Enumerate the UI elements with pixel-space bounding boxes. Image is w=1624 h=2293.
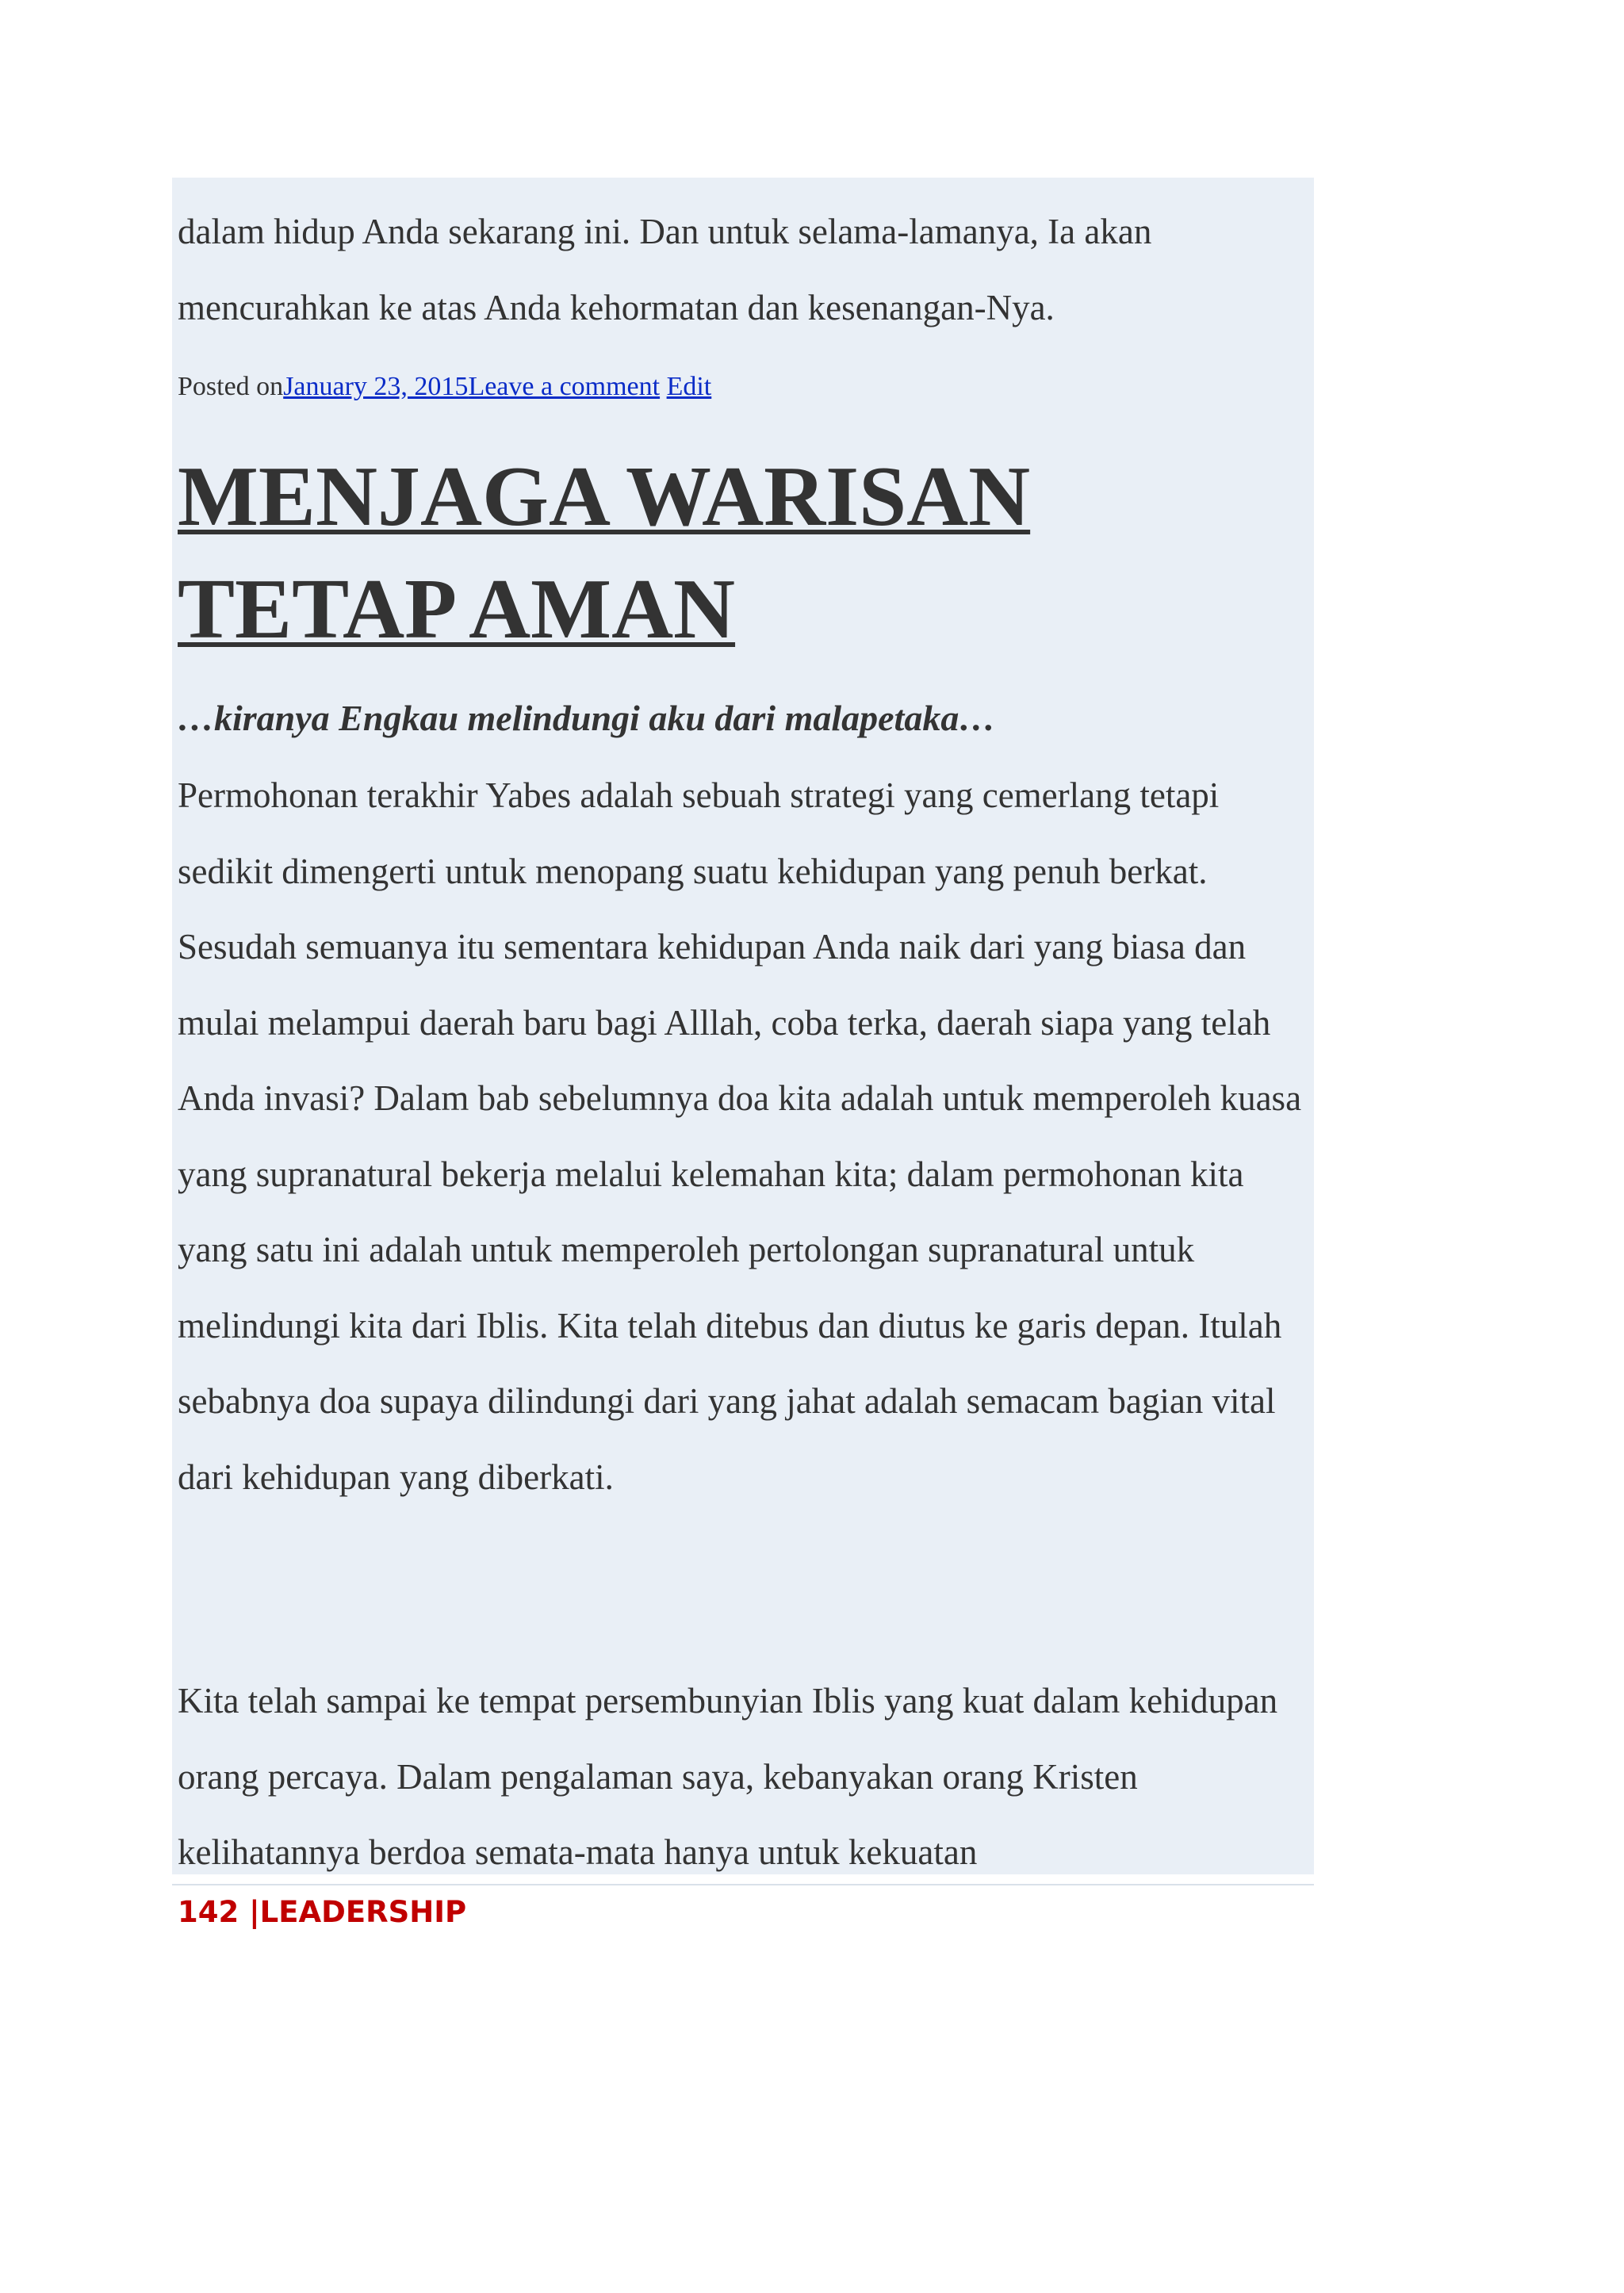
page-footer (178, 1895, 466, 1930)
post-meta (178, 371, 711, 403)
article-quote: …kiranya Engkau melindungi aku dari malapetaka… (178, 698, 996, 738)
page-number: 142 (178, 1895, 239, 1929)
footer-divider (172, 1884, 1314, 1885)
intro-paragraph: dalam hidup Anda sekarang ini. Dan untuk selama-lamanya, Ia akan mencurahkan ke atas Anda kehormatan dan kesenangan-Nya. (178, 212, 1152, 327)
date-link[interactable]: January 23, 2015 (283, 372, 469, 401)
footer-section: |LEADERSHIP (249, 1895, 467, 1929)
posted-on-label: Posted on (178, 372, 284, 401)
article-paragraph-2: Kita telah sampai ke tempat persembunyian Iblis yang kuat dalam kehidupan orang percaya. Dalam pengalaman saya, kebanyakan orang Kristen kelihatannya berdoa semata-mata hanya untuk kekuatan (178, 1681, 1278, 1872)
article-paragraph-1: Permohonan terakhir Yabes adalah sebuah strategi yang cemerlang tetapi sedikit dimengerti untuk menopang suatu kehidupan yang penuh berkat. Sesudah semuanya itu sementara kehidupan Anda naik dari yang biasa dan mulai melampui daerah baru bagi Alllah, coba terka, daerah siapa yang telah Anda invasi? Dalam bab sebelumnya doa kita adalah untuk memperoleh kuasa yang supranatural bekerja melalui kelemahan kita; dalam permohonan kita yang satu ini adalah untuk memperoleh pertolongan supranatural untuk melindungi kita dari Iblis. Kita telah ditebus dan diutus ke garis depan. Itulah sebabnya doa supaya dilindungi dari yang jahat adalah semacam bagian vital dari kehidupan yang diberkati. (178, 775, 1302, 1497)
edit-link[interactable]: Edit (666, 372, 712, 401)
article-title[interactable]: MENJAGA WARISAN TETAP AMAN (178, 450, 1031, 657)
comment-link[interactable]: Leave a comment (468, 372, 661, 401)
